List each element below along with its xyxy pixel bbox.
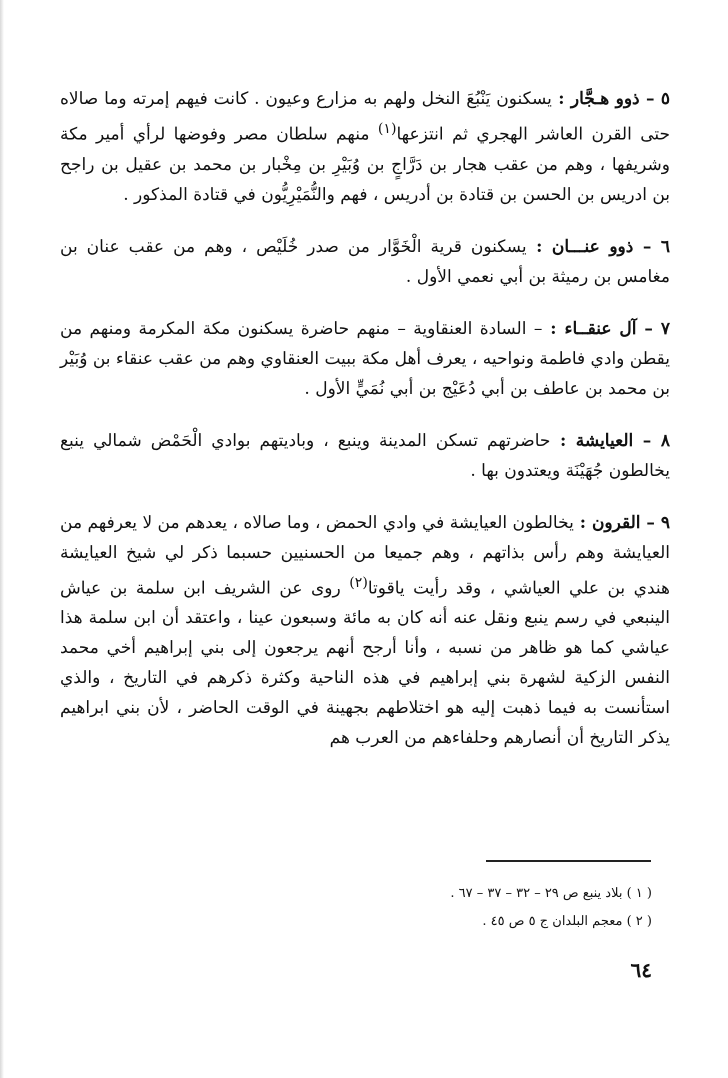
heading-separator: : [573, 512, 592, 533]
paragraph [60, 84, 670, 210]
paragraph-text: يخالطون العيايشة في وادي الحمض ، وما صالاه ، يعدهم من لا يعرفهم من العيايشة وهم رأس بذاتهم ، وهم جميعا من الحسنيين حسبما ذكر لي شيخ العيايشة هندي بن علي العياشي ، وقد رأيت ياقوتا [60, 512, 670, 599]
paragraph [60, 426, 670, 486]
footnotes [300, 882, 652, 938]
page-number: ٦٤ [630, 958, 652, 982]
section-heading: ٦ – ذوو عنـــان [551, 236, 671, 257]
section-heading: ٧ – آل عنقــاء [564, 318, 670, 339]
section-al-ayayisha [60, 426, 670, 486]
scan-edge-shadow [0, 0, 4, 1078]
section-dhawu-hajjar [60, 84, 670, 210]
paragraph [60, 232, 670, 292]
section-al-qurun [60, 508, 670, 754]
footnote-2: ( ٢ ) معجم البلدان ج ٥ ص ٤٥ . [482, 914, 652, 929]
paragraph-text: – السادة العنقاوية – منهم حاضرة يسكنون مكة المكرمة ومنهم من يقطن وادي فاطمة ونواحيه ، يعرف أهل مكة ببيت العنقاوي وهم من عقب عنقاء بن وُبَيْر بن محمد بن عاطف بن أبي دُعَيْج بن أبي نُمَيٍّ الأول . [59, 318, 670, 399]
paragraph-text: حاضرتهم تسكن المدينة وينبع ، وباديتهم بوادي الْحَمْض شمالي ينبع يخالطون جُهَيْنَة ويعتدون بها . [60, 430, 670, 481]
section-dhawu-inan [60, 232, 670, 292]
paragraph [60, 508, 670, 754]
heading-separator: : [551, 89, 571, 109]
heading-separator: : [526, 236, 552, 257]
paragraph-text: يسكنون يَنْبُعَ النخل ولهم به مزارع وعيون . كانت فيهم إمرته وما صالاه حتى القرن العاشر الهجري ثم انتزعها [60, 89, 670, 145]
footnote-1: ( ١ ) بلاد ينبع ص ٢٩ – ٣٢ – ٣٧ – ٦٧ . [450, 886, 652, 901]
section-heading: ٨ – العيايشة [575, 430, 670, 451]
heading-separator: : [550, 430, 576, 451]
footnote-ref: (١) [377, 121, 397, 137]
section-heading: ٩ – القرون [591, 512, 670, 533]
heading-separator: : [542, 318, 565, 339]
footnote-ref: (٢) [349, 574, 368, 591]
paragraph-text-continued: منهم سلطان مصر وفوضها لرأي أمير مكة وشريفها ، وهم من عقب هجار بن دَرَّاجٍ بن وُبَيْرِ بن مِخْبار بن محمد بن عقيل بن راجح بن ادريس بن الحسن بن قتادة بن أدريس ، فهم والنُّمَيْرِيُّون في قتادة المذكور . [60, 124, 670, 205]
paragraph-text: يسكنون قرية الْخَوَّار من صدر خُلَيْص ، وهم من عقب عنان بن مغامس بن رميثة بن أبي نعمي الأول . [60, 236, 670, 287]
main-text [60, 84, 670, 775]
section-al-anqa [60, 314, 670, 404]
paragraph [60, 314, 670, 404]
paragraph-text-continued: روى عن الشريف ابن سلمة بن عياش الينبعي في رسم ينبع ونقل عنه أنه كان به مائة وسبعون عينا ، واعتقد أن ابن سلمة هذا عياشي كما هو ظاهر من نسبه ، وأنا أرجح أنهم يرجعون إلى بني إبراهيم أخي محمد النفس الزكية لشهرة بني إبراهيم في هذه الناحية وكثرة ذكرهم في التاريخ ، والذي استأنست به فيما ذهبت إليه هو اختلاطهم بجهينة في الوقت الحاضر ، لأن بني ابراهيم يذكر التاريخ أن أنصارهم وحلفاءهم من العرب هم [60, 578, 670, 749]
section-heading: ٥ – ذوو هـجَّار [570, 89, 670, 109]
footnote-divider [486, 860, 651, 862]
